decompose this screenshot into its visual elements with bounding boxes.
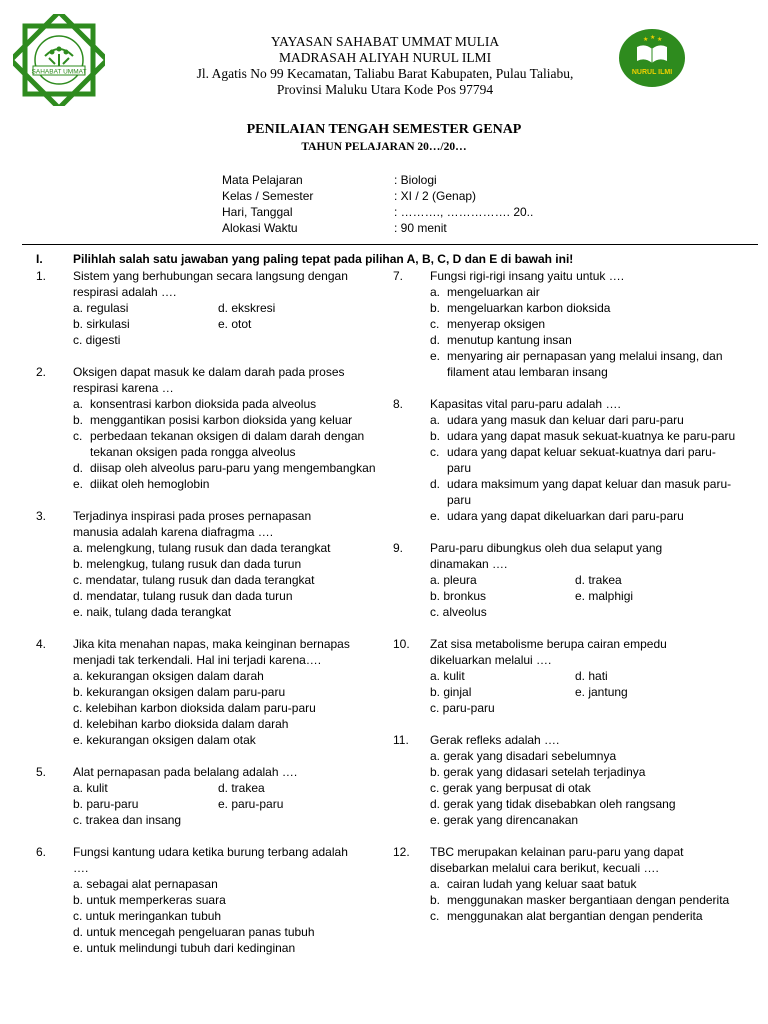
answer-options bbox=[430, 668, 738, 716]
option-text: udara yang dapat masuk sekuat-kuatnya ke paru-paru bbox=[447, 429, 736, 443]
question-number: 12. bbox=[393, 845, 410, 859]
answer-option: e. untuk melindungi tubuh dari kedinginan bbox=[73, 941, 296, 955]
answer-options bbox=[73, 540, 376, 620]
option-letter: a. bbox=[430, 877, 441, 891]
answer-option bbox=[430, 892, 738, 908]
answer-option: a. melengkung, tulang rusuk dan dada terangkat bbox=[73, 541, 331, 555]
question-text: dinamakan …. bbox=[430, 557, 508, 571]
option-letter: a. bbox=[430, 413, 441, 427]
answer-option: c. mendatar, tulang rusuk dan dada terangkat bbox=[73, 573, 315, 587]
question-item bbox=[36, 364, 376, 492]
option-letter: a. bbox=[73, 397, 84, 411]
svg-text:★: ★ bbox=[657, 37, 663, 43]
option-text: udara yang dapat dikeluarkan dari paru-paru bbox=[447, 509, 684, 523]
answer-option bbox=[430, 476, 738, 508]
answer-option bbox=[430, 428, 738, 444]
question-item bbox=[36, 844, 376, 956]
info-row bbox=[222, 204, 533, 220]
question-item bbox=[393, 844, 738, 924]
question-text: menjadi tak terkendali. Hal ini terjadi karena…. bbox=[73, 653, 322, 667]
question-text: Sistem yang berhubungan secara langsung dengan bbox=[73, 269, 348, 283]
question-item bbox=[393, 540, 738, 620]
question-item bbox=[36, 508, 376, 620]
answer-options bbox=[430, 412, 738, 524]
answer-option bbox=[73, 460, 376, 476]
info-key: Kelas / Semester bbox=[222, 189, 314, 203]
option-text: udara yang masuk dan keluar dari paru-paru bbox=[447, 413, 684, 427]
question-number: 5. bbox=[36, 765, 47, 779]
question-item bbox=[36, 636, 376, 748]
question-number: 9. bbox=[393, 541, 404, 555]
info-row bbox=[222, 172, 533, 188]
exam-title: PENILAIAN TENGAH SEMESTER GENAP bbox=[246, 122, 522, 137]
option-letter: b. bbox=[430, 893, 441, 907]
question-number: 1. bbox=[36, 269, 47, 283]
answer-option: e. kekurangan oksigen dalam otak bbox=[73, 733, 256, 747]
answer-option: c. digesti bbox=[73, 333, 121, 347]
answer-options bbox=[73, 876, 376, 956]
svg-text:★: ★ bbox=[643, 37, 649, 43]
question-item bbox=[36, 268, 376, 348]
option-text: konsentrasi karbon dioksida pada alveolus bbox=[90, 397, 317, 411]
answer-option bbox=[218, 812, 363, 828]
option-text: udara yang dapat keluar sekuat-kuatnya dari paru-paru bbox=[447, 445, 716, 475]
option-text: mengeluarkan karbon dioksida bbox=[447, 301, 611, 315]
answer-option: d. trakea bbox=[218, 781, 265, 795]
answer-option: b. melengkug, tulang rusuk dan dada turun bbox=[73, 557, 302, 571]
answer-options bbox=[430, 876, 738, 924]
exam-info bbox=[222, 172, 533, 236]
section-number: I. bbox=[36, 252, 43, 266]
answer-option bbox=[218, 332, 363, 348]
option-text: diikat oleh hemoglobin bbox=[90, 477, 210, 491]
option-letter: e. bbox=[430, 349, 441, 363]
answer-option bbox=[430, 332, 738, 348]
answer-options bbox=[73, 780, 376, 828]
answer-option bbox=[73, 476, 376, 492]
answer-option: d. untuk mencegah pengeluaran panas tubuh bbox=[73, 925, 315, 939]
option-letter: c. bbox=[430, 317, 440, 331]
answer-option: d. trakea bbox=[575, 573, 622, 587]
option-letter: b. bbox=[430, 301, 441, 315]
question-text: Kapasitas vital paru-paru adalah …. bbox=[430, 397, 621, 411]
question-number: 7. bbox=[393, 269, 404, 283]
info-value: : Biologi bbox=[394, 173, 437, 187]
question-number: 3. bbox=[36, 509, 47, 523]
answer-option: b. untuk memperkeras suara bbox=[73, 893, 226, 907]
school-province: Provinsi Maluku Utara Kode Pos 97794 bbox=[276, 82, 494, 97]
answer-option: a. kulit bbox=[73, 781, 108, 795]
answer-option: b. ginjal bbox=[430, 685, 472, 699]
question-number: 10. bbox=[393, 637, 410, 651]
question-text: TBC merupakan kelainan paru-paru yang dapat bbox=[430, 845, 684, 859]
question-text: Oksigen dapat masuk ke dalam darah pada proses bbox=[73, 365, 345, 379]
question-text: …. bbox=[73, 861, 89, 875]
divider bbox=[22, 244, 758, 245]
question-text: disebarkan melalui cara berikut, kecuali …. bbox=[430, 861, 659, 875]
option-letter: c. bbox=[430, 445, 440, 459]
answer-option: d. ekskresi bbox=[218, 301, 276, 315]
answer-option: d. hati bbox=[575, 669, 608, 683]
option-text: menggantikan posisi karbon dioksida yang keluar bbox=[90, 413, 353, 427]
answer-option: c. kelebihan karbon dioksida dalam paru-paru bbox=[73, 701, 316, 715]
option-text: menyaring air pernapasan yang melalui insang, dan filament atau lembaran insang bbox=[447, 349, 723, 379]
info-value: : ………., ……………. 20.. bbox=[394, 205, 534, 219]
answer-options bbox=[73, 300, 376, 348]
answer-option bbox=[73, 396, 376, 412]
questions-left-column bbox=[36, 268, 376, 956]
option-text: udara maksimum yang dapat keluar dan masuk paru-paru bbox=[447, 477, 732, 507]
questions-right-column bbox=[393, 268, 738, 924]
answer-option: c. untuk meringankan tubuh bbox=[73, 909, 222, 923]
option-text: perbedaan tekanan oksigen di dalam darah dengan tekanan oksigen pada rongga alveolus bbox=[90, 429, 365, 459]
answer-option bbox=[430, 284, 738, 300]
option-letter: d. bbox=[73, 461, 84, 475]
question-text: Terjadinya inspirasi pada proses pernapasan bbox=[73, 509, 312, 523]
answer-option: a. kulit bbox=[430, 669, 465, 683]
answer-option: c. gerak yang berpusat di otak bbox=[430, 781, 591, 795]
question-number: 4. bbox=[36, 637, 47, 651]
option-letter: a. bbox=[430, 285, 441, 299]
option-letter: e. bbox=[73, 477, 84, 491]
option-letter: b. bbox=[73, 413, 84, 427]
sahabat-ummat-logo bbox=[13, 14, 105, 106]
answer-option: b. kekurangan oksigen dalam paru-paru bbox=[73, 685, 286, 699]
answer-options bbox=[430, 572, 738, 620]
answer-option: b. sirkulasi bbox=[73, 317, 130, 331]
option-letter: e. bbox=[430, 509, 441, 523]
info-row bbox=[222, 220, 533, 236]
answer-option bbox=[430, 348, 738, 380]
option-letter: c. bbox=[430, 909, 440, 923]
question-text: Fungsi rigi-rigi insang yaitu untuk …. bbox=[430, 269, 625, 283]
question-number: 11. bbox=[393, 733, 409, 747]
answer-option: a. gerak yang disadari sebelumnya bbox=[430, 749, 617, 763]
school-name: MADRASAH ALIYAH NURUL ILMI bbox=[278, 50, 492, 65]
question-item bbox=[393, 268, 738, 380]
question-text: Paru-paru dibungkus oleh dua selaput yang bbox=[430, 541, 663, 555]
answer-option: e. malphigi bbox=[575, 589, 634, 603]
info-value: : XI / 2 (Genap) bbox=[394, 189, 477, 203]
answer-option: a. regulasi bbox=[73, 301, 129, 315]
answer-options bbox=[430, 284, 738, 380]
answer-option: e. paru-paru bbox=[218, 797, 284, 811]
answer-option: d. mendatar, tulang rusuk dan dada turun bbox=[73, 589, 293, 603]
school-address: Jl. Agatis No 99 Kecamatan, Taliabu Barat Kabupaten, Pulau Taliabu, bbox=[196, 66, 574, 81]
answer-options bbox=[430, 748, 738, 828]
answer-option: d. gerak yang tidak disebabkan oleh rangsang bbox=[430, 797, 676, 811]
question-text: manusia adalah karena diafragma …. bbox=[73, 525, 274, 539]
answer-option bbox=[430, 316, 738, 332]
question-item bbox=[36, 764, 376, 828]
svg-text:NURUL ILMI: NURUL ILMI bbox=[631, 69, 673, 76]
svg-text:SAHABAT UMMAT: SAHABAT UMMAT bbox=[31, 68, 87, 76]
info-row bbox=[222, 188, 533, 204]
question-item bbox=[393, 636, 738, 716]
question-number: 8. bbox=[393, 397, 404, 411]
answer-option: e. gerak yang direncanakan bbox=[430, 813, 579, 827]
question-text: Zat sisa metabolisme berupa cairan empedu bbox=[430, 637, 667, 651]
answer-options bbox=[73, 668, 376, 748]
question-text: respirasi karena … bbox=[73, 381, 174, 395]
answer-option bbox=[73, 412, 376, 428]
answer-option bbox=[430, 908, 738, 924]
option-letter: b. bbox=[430, 429, 441, 443]
question-text: Fungsi kantung udara ketika burung terbang adalah bbox=[73, 845, 348, 859]
answer-option: e. otot bbox=[218, 317, 252, 331]
answer-option bbox=[430, 412, 738, 428]
option-text: menyerap oksigen bbox=[447, 317, 546, 331]
info-value: : 90 menit bbox=[394, 221, 447, 235]
svg-text:★: ★ bbox=[650, 35, 656, 41]
option-text: cairan ludah yang keluar saat batuk bbox=[447, 877, 637, 891]
answer-option: a. kekurangan oksigen dalam darah bbox=[73, 669, 264, 683]
answer-option bbox=[575, 604, 720, 620]
question-item bbox=[393, 396, 738, 524]
question-text: Jika kita menahan napas, maka keinginan bernapas bbox=[73, 637, 350, 651]
answer-option: c. alveolus bbox=[430, 605, 487, 619]
answer-option bbox=[430, 444, 738, 476]
answer-option: b. paru-paru bbox=[73, 797, 139, 811]
answer-option: b. gerak yang didasari setelah terjadinya bbox=[430, 765, 646, 779]
question-text: dikeluarkan melalui …. bbox=[430, 653, 552, 667]
question-number: 2. bbox=[36, 365, 47, 379]
answer-option: e. jantung bbox=[575, 685, 628, 699]
answer-options bbox=[73, 396, 376, 492]
question-number: 6. bbox=[36, 845, 47, 859]
option-letter: d. bbox=[430, 477, 441, 491]
question-text: Alat pernapasan pada belalang adalah …. bbox=[73, 765, 298, 779]
option-text: menutup kantung insan bbox=[447, 333, 572, 347]
question-text: Gerak refleks adalah …. bbox=[430, 733, 560, 747]
option-letter: c. bbox=[73, 429, 83, 443]
answer-option bbox=[430, 876, 738, 892]
option-text: menggunakan masker bergantiaan dengan penderita bbox=[447, 893, 730, 907]
answer-option: e. naik, tulang dada terangkat bbox=[73, 605, 232, 619]
answer-option: a. sebagai alat pernapasan bbox=[73, 877, 218, 891]
answer-option: d. kelebihan karbo dioksida dalam darah bbox=[73, 717, 289, 731]
info-key: Alokasi Waktu bbox=[222, 221, 298, 235]
answer-option: b. bronkus bbox=[430, 589, 487, 603]
answer-option: c. trakea dan insang bbox=[73, 813, 182, 827]
answer-option bbox=[430, 300, 738, 316]
answer-option bbox=[430, 508, 738, 524]
option-letter: d. bbox=[430, 333, 441, 347]
exam-subtitle: TAHUN PELAJARAN 20…/20… bbox=[301, 141, 467, 153]
option-text: diisap oleh alveolus paru-paru yang mengembangkan bbox=[90, 461, 376, 475]
info-key: Hari, Tanggal bbox=[222, 205, 293, 219]
option-text: menggunakan alat bergantian dengan penderita bbox=[447, 909, 703, 923]
answer-option bbox=[73, 428, 376, 460]
instruction-text: Pilihlah salah satu jawaban yang paling tepat pada pilihan A, B, C, D dan E di bawah ini! bbox=[73, 252, 574, 266]
foundation-name: YAYASAN SAHABAT UMMAT MULIA bbox=[270, 34, 500, 49]
question-item bbox=[393, 732, 738, 828]
answer-option bbox=[575, 700, 720, 716]
info-key: Mata Pelajaran bbox=[222, 173, 303, 187]
answer-option: a. pleura bbox=[430, 573, 477, 587]
answer-option: c. paru-paru bbox=[430, 701, 495, 715]
option-text: mengeluarkan air bbox=[447, 285, 540, 299]
question-text: respirasi adalah …. bbox=[73, 285, 177, 299]
school-letterhead bbox=[150, 34, 620, 98]
